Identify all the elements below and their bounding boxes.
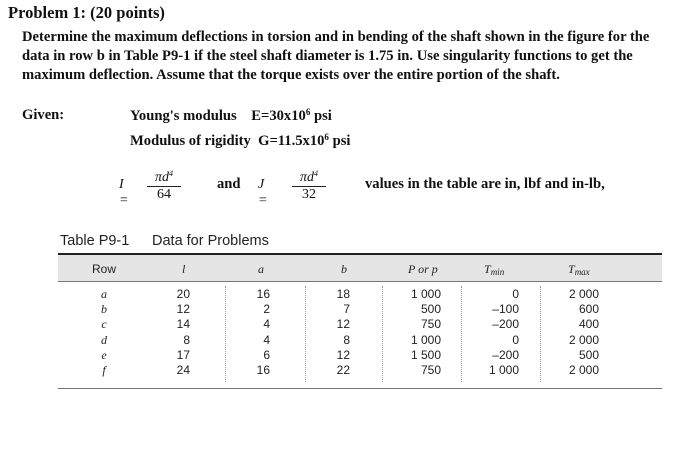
header-tmax: $T_{max}$ [568,262,590,277]
table-cell-tmin: 0 [512,332,519,347]
column-separator [305,286,306,382]
table-cell-l: 12 [176,302,190,317]
column-separator [540,286,541,382]
table-cell-b: 7 [343,302,350,317]
column-separator [461,286,462,382]
table-cell-l: 8 [183,332,190,347]
table-cell-row: c [101,317,107,332]
header-p: P or p [408,262,438,276]
table-cell-tmax: 2 000 [568,332,599,347]
header-tmin: $T_{min}$ [484,262,505,277]
table-cell-b: 12 [336,317,350,332]
rigidity-exponent: 6 [324,132,329,142]
formula-i-numerator: $\pi d^4$ [147,169,181,187]
table-cell-tmin: –100 [492,302,519,317]
column-separator [382,286,383,382]
table-header-rule [58,281,662,282]
table-cell-row: b [101,302,107,317]
table-cell-l: 17 [176,347,190,362]
table-cell-tmin: 0 [512,287,519,301]
rigidity-label: Modulus of rigidity [130,133,251,149]
table-cell-tmax: 400 [578,317,599,332]
formula-i-denominator: 64 [157,187,171,202]
problem-statement: Determine the maximum deflections in torsion and in bending of the shaft shown in the figure for the data in row b in Table P9-1 if the steel shaft diameter is 1.75 in. Use singularity functions to get the maximum deflection. Assume that the torque exists over the entire portion of the shaft. [22,29,650,83]
formula-i-lhs: I = [119,177,129,208]
rigidity-unit: psi [332,133,351,149]
formula-j-denominator: 32 [302,187,316,202]
column-separator [225,286,226,382]
formula-i-fraction [147,169,181,203]
table-cell-a: 16 [256,287,270,301]
youngs-modulus-value: E=30x10 [251,108,306,124]
header-b: b [341,262,347,276]
table-cell-p: 1 000 [410,287,441,301]
problem-title: Problem 1: (20 points) [8,3,165,22]
rigidity-value: G=11.5x10 [258,133,325,149]
table-cell-l: 20 [176,287,190,301]
table-title: Data for Problems [152,233,269,249]
table-cell-tmin: –200 [492,347,519,362]
table-cell-row: a [101,287,107,301]
table-cell-l: 14 [176,317,190,332]
table-cell-a: 2 [263,302,270,317]
table-cell-a: 6 [263,347,270,362]
table-cell-tmax: 600 [578,302,599,317]
table-cell-p: 750 [420,363,441,377]
table-cell-p: 500 [420,302,441,317]
table-cell-p: 750 [420,317,441,332]
table-cell-p: 1 500 [410,347,441,362]
given-label: Given: [22,107,65,123]
table-cell-b: 12 [336,347,350,362]
youngs-modulus-unit: psi [313,108,332,124]
table-cell-tmax: 2 000 [568,287,599,301]
formula-j-fraction [292,169,326,203]
modulus-of-rigidity-line [130,132,350,150]
units-note: values in the table are in, lbf and in-lb, [365,176,605,192]
header-a: a [258,262,264,276]
table-cell-l: 24 [176,363,190,377]
youngs-modulus-label: Young's modulus [130,108,237,124]
table-cell-row: f [102,363,106,377]
table-cell-b: 22 [336,363,350,377]
table-cell-tmax: 2 000 [568,363,599,377]
table-cell-tmin: –200 [492,317,519,332]
formula-j-numerator: $\pi d^4$ [292,169,326,187]
header-l: l [182,262,186,276]
table-cell-a: 4 [263,317,270,332]
table-cell-row: d [101,332,107,347]
table-number: Table P9-1 [60,233,130,249]
youngs-modulus-line [130,107,332,125]
table-cell-tmax: 500 [578,347,599,362]
table-cell-p: 1 000 [410,332,441,347]
table-cell-a: 4 [263,332,270,347]
table-cell-tmin: 1 000 [488,363,519,377]
table-bottom-rule [58,388,662,389]
table-cell-b: 8 [343,332,350,347]
and-text: and [217,176,241,192]
formula-j-lhs: J = [258,177,268,208]
table-cell-a: 16 [256,363,270,377]
table-cell-row: e [101,347,107,362]
table-cell-b: 18 [336,287,350,301]
header-row: Row [92,262,117,276]
youngs-modulus-exponent: 6 [305,107,311,117]
